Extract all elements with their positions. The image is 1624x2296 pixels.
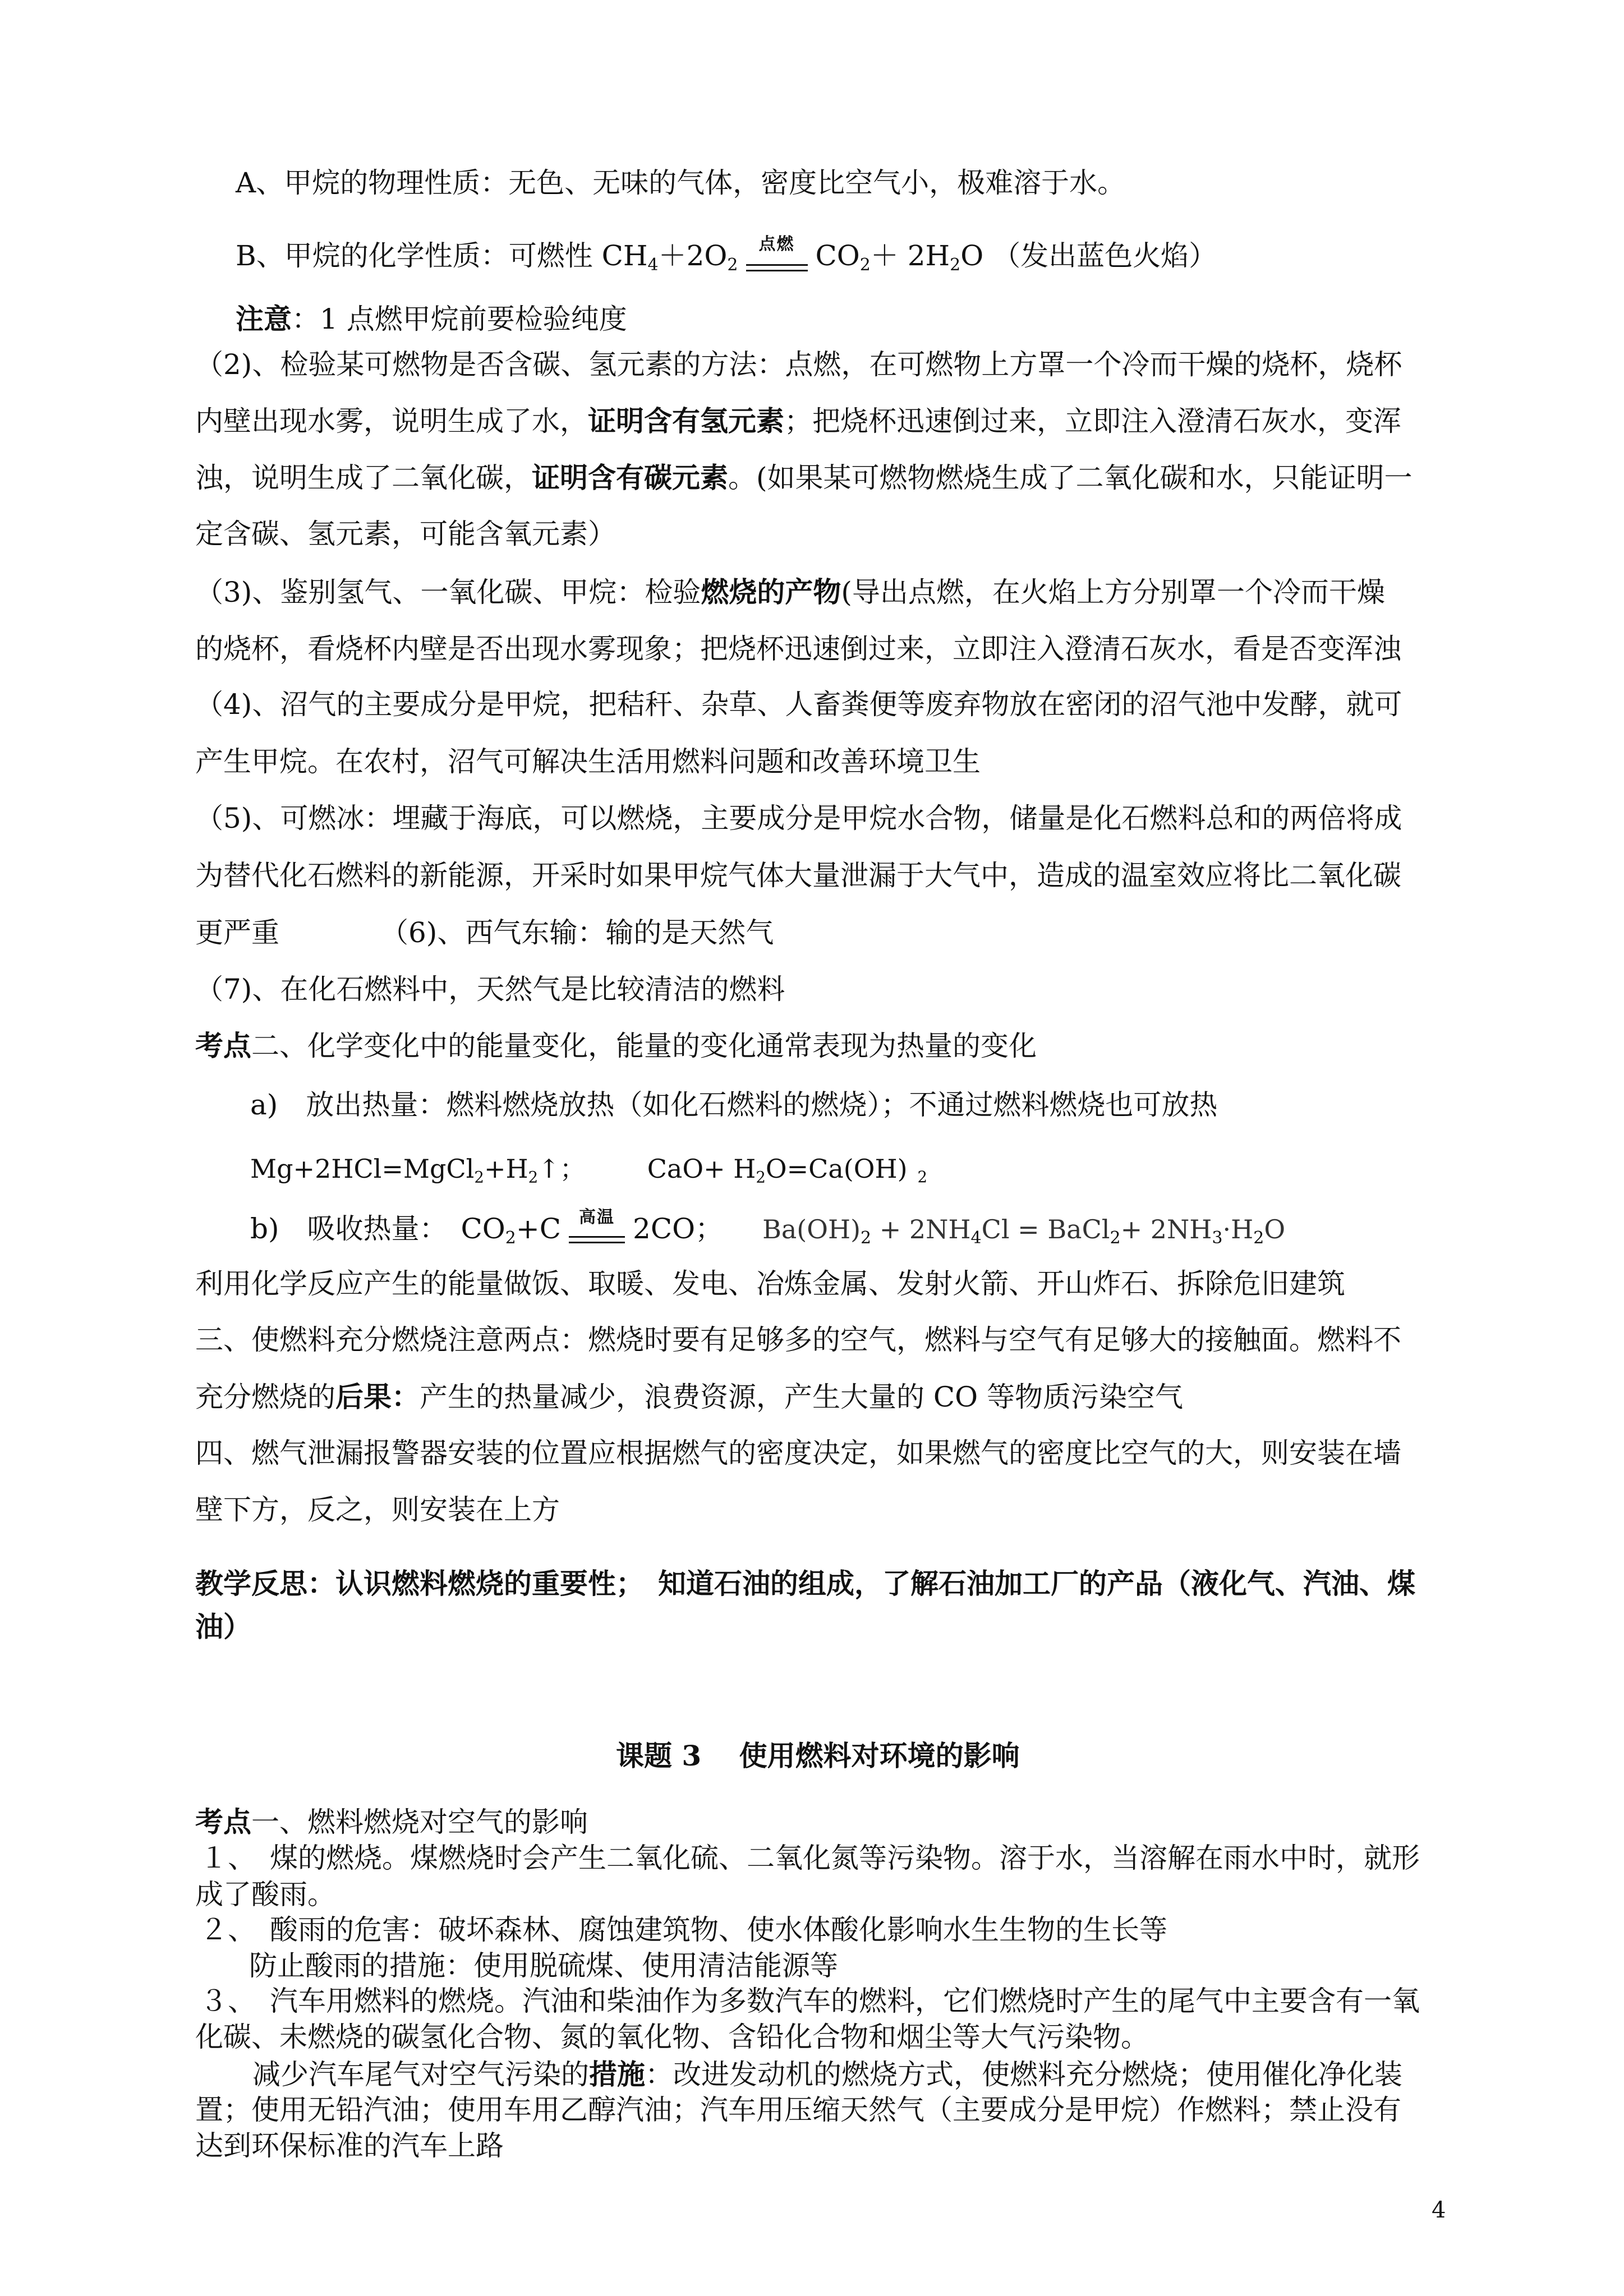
paragraph-line: （7)、在化石燃料中，天然气是比较清洁的燃料 [195, 973, 785, 1006]
paragraph-line: （4)、沼气的主要成分是甲烷，把秸秆、杂草、人畜粪便等废弃物放在密闭的沼气池中发酵，就可 [195, 688, 1402, 721]
paragraph-line: 充分燃烧的后果：产生的热量减少，浪费资源，产生大量的 CO 等物质污染空气 [195, 1380, 1184, 1413]
paragraph-line: 减少汽车尾气对空气污染的措施：改进发动机的燃烧方式，使燃料充分燃烧；使用催化净化装 [252, 2058, 1402, 2091]
paragraph-line: ３、 汽车用燃料的燃烧。汽油和柴油作为多数汽车的燃料，它们燃烧时产生的尾气中主要含有一氧 [200, 1985, 1420, 2017]
paragraph-line: 壁下方，反之，则安装在上方 [195, 1493, 560, 1526]
paragraph-line: 为替代化石燃料的新能源，开采时如果甲烷气体大量泄漏于大气中，造成的温室效应将比二氧化碳 [195, 859, 1401, 892]
paragraph-line: 防止酸雨的措施：使用脱硫煤、使用清洁能源等 [249, 1949, 838, 1982]
lesson-title: 课题 3 使用燃料对环境的影响 [616, 1739, 1020, 1772]
paragraph-line: ２、 酸雨的危害：破坏森林、腐蚀建筑物、使水体酸化影响水生生物的生长等 [200, 1914, 1167, 1946]
equation-line: $Mg+2HCl=MgCl_2+H_2↑$； $CaO+ H_2O=Ca(OH)$ $_2$ [250, 1154, 928, 1187]
teaching-reflection: 教学反思：认识燃料燃烧的重要性； 知道石油的组成，了解石油加工厂的产品（液化气、汽油、煤 [195, 1567, 1415, 1600]
high-temperature-condition-sign: 高温 [569, 1211, 625, 1251]
paragraph-line: （2)、检验某可燃物是否含碳、氢元素的方法：点燃，在可燃物上方罩一个冷而干燥的烧杯，烧杯 [195, 348, 1402, 381]
paragraph-line: 浊，说明生成了二氧化碳，证明含有碳元素。(如果某可燃物燃烧生成了二氧化碳和水，只能证明一 [195, 461, 1413, 494]
paragraph-line: 三、使燃料充分燃烧注意两点：燃烧时要有足够多的空气，燃料与空气有足够大的接触面。燃料不 [195, 1324, 1401, 1356]
paragraph-line: １、 煤的燃烧。煤燃烧时会产生二氧化硫、二氧化氮等污染物。溶于水，当溶解在雨水中时，就形 [200, 1842, 1420, 1874]
paragraph-line: 四、燃气泄漏报警器安装的位置应根据燃气的密度决定，如果燃气的密度比空气的大，则安装在墙 [195, 1437, 1401, 1469]
paragraph-line: 成了酸雨。 [195, 1878, 335, 1911]
section-heading: 考点一、燃料燃烧对空气的影响 [195, 1805, 588, 1838]
methane-chemical-properties: B、甲烷的化学性质：可燃性 $CH_4+2O_2$ 点燃 $CO_2+ 2H_2O$ （发出蓝色火焰） [236, 238, 1217, 278]
paragraph-line: 的烧杯，看烧杯内壁是否出现水雾现象；把烧杯迅速倒过来，立即注入澄清石灰水，看是否变浑浊 [195, 633, 1401, 665]
paragraph-line: 达到环保标准的汽车上路 [195, 2129, 504, 2162]
paragraph-line: a) 放出热量：燃料燃烧放热（如化石燃料的燃烧）；不通过燃料燃烧也可放热 [250, 1089, 1218, 1121]
paragraph-line: 化碳、未燃烧的碳氢化合物、氮的氧化物、含铅化合物和烟尘等大气污染物。 [195, 2021, 1149, 2053]
page-number: 4 [1432, 2197, 1446, 2223]
paragraph-line: 利用化学反应产生的能量做饭、取暖、发电、冶炼金属、发射火箭、开山炸石、拆除危旧建筑 [195, 1267, 1345, 1300]
teaching-reflection: 油） [195, 1610, 251, 1643]
paragraph-line: （5)、可燃冰：埋藏于海底，可以燃烧，主要成分是甲烷水合物，储量是化石燃料总和的两倍将成 [195, 802, 1402, 835]
ignite-condition-sign: 点燃 [746, 238, 808, 278]
paragraph-line: 定含碳、氢元素，可能含氧元素） [195, 518, 616, 550]
paragraph-line: 置；使用无铅汽油；使用车用乙醇汽油；汽车用压缩天然气（主要成分是甲烷）作燃料；禁止没有 [195, 2094, 1401, 2126]
paragraph-line: 内壁出现水雾，说明生成了水，证明含有氢元素；把烧杯迅速倒过来，立即注入澄清石灰水，变浑 [195, 404, 1401, 437]
paragraph-line: （3)、鉴别氢气、一氧化碳、甲烷：检验燃烧的产物(导出点燃，在火焰上方分别罩一个冷而干燥 [195, 575, 1385, 608]
paragraph-line: 更严重 （6)、西气东输：输的是天然气 [195, 916, 774, 949]
methane-physical-properties: A、甲烷的物理性质：无色、无味的气体，密度比空气小，极难溶于水。 [236, 167, 1126, 199]
paragraph-line: 产生甲烷。在农村，沼气可解决生活用燃料问题和改善环境卫生 [195, 745, 981, 778]
note-line: 注意：1 点燃甲烷前要检验纯度 [236, 302, 627, 335]
section-heading: 考点二、化学变化中的能量变化，能量的变化通常表现为热量的变化 [195, 1029, 1037, 1062]
equation-line: b) 吸收热量： $CO_2+C$ 高温 2CO； $Ba(OH)_2 + 2NH_4Cl$ = BaCl$_2$+ $2NH_3\cdot H_2O$ [250, 1211, 1285, 1251]
